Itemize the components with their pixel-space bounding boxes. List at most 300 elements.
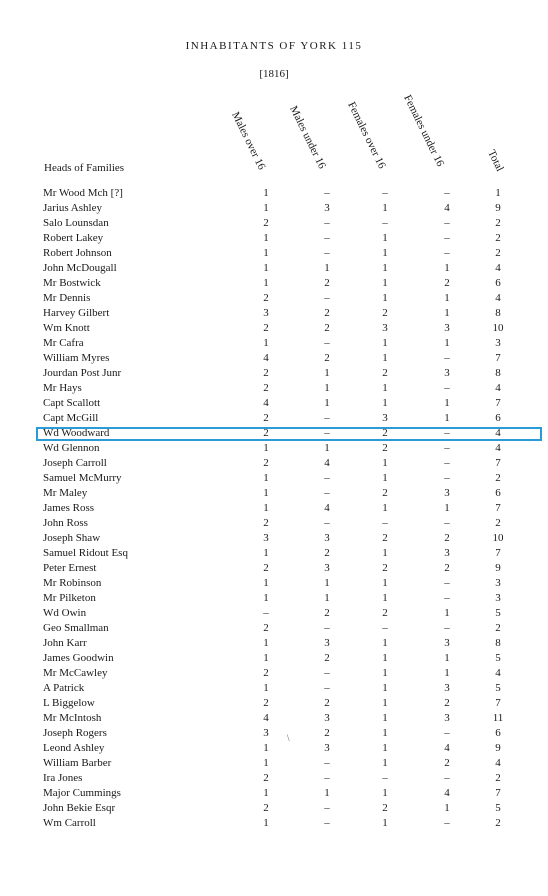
females-under-value: – xyxy=(444,622,450,634)
females-under-value: 2 xyxy=(444,757,450,769)
females-under-value: – xyxy=(444,577,450,589)
males-under-value: – xyxy=(324,817,330,829)
family-name: Wd Owin xyxy=(43,607,87,619)
females-over-value: 1 xyxy=(382,697,388,709)
males-over-value: 2 xyxy=(263,517,269,529)
males-under-value: 3 xyxy=(324,562,330,574)
total-value: 7 xyxy=(495,787,501,799)
females-over-value: – xyxy=(382,622,388,634)
total-value: 6 xyxy=(495,277,501,289)
males-over-value: 2 xyxy=(263,292,269,304)
males-under-value: 2 xyxy=(324,352,330,364)
males-over-value: 3 xyxy=(263,307,269,319)
total-value: 11 xyxy=(492,712,504,724)
males-over-value: 1 xyxy=(263,232,269,244)
family-name: A Patrick xyxy=(43,682,85,694)
family-name: Jarius Ashley xyxy=(43,202,102,214)
males-under-value: 3 xyxy=(324,742,330,754)
table-row xyxy=(0,306,548,321)
family-name: Mr Dennis xyxy=(43,292,91,304)
males-under-value: 4 xyxy=(324,502,330,514)
row-highlight-box xyxy=(36,427,542,441)
males-over-value: 2 xyxy=(263,427,269,439)
females-over-value: 1 xyxy=(382,592,388,604)
table-row xyxy=(0,726,548,741)
females-under-value: 4 xyxy=(444,742,450,754)
females-under-value: 2 xyxy=(444,697,450,709)
table-row xyxy=(0,756,548,771)
males-over-value: 2 xyxy=(263,322,269,334)
males-over-value: 1 xyxy=(263,337,269,349)
females-over-value: 1 xyxy=(382,292,388,304)
total-value: 6 xyxy=(495,412,501,424)
table-row xyxy=(0,471,548,486)
total-value: 8 xyxy=(495,367,501,379)
females-under-value: – xyxy=(444,457,450,469)
males-under-value: 2 xyxy=(324,727,330,739)
total-value: 3 xyxy=(495,592,501,604)
family-name: Wm Knott xyxy=(43,322,90,334)
males-under-value: 2 xyxy=(324,607,330,619)
females-over-value: – xyxy=(382,187,388,199)
males-under-value: 1 xyxy=(324,787,330,799)
total-value: 2 xyxy=(495,622,501,634)
females-under-value: 1 xyxy=(444,502,450,514)
females-over-value: 2 xyxy=(382,442,388,454)
females-over-value: 1 xyxy=(382,637,388,649)
females-under-value: – xyxy=(444,382,450,394)
males-over-value: 2 xyxy=(263,772,269,784)
females-under-value: – xyxy=(444,772,450,784)
family-name: Mr Hays xyxy=(43,382,82,394)
family-name: Mr McIntosh xyxy=(43,712,102,724)
males-under-heading: Males under 16 xyxy=(287,104,329,171)
females-over-value: 2 xyxy=(382,307,388,319)
census-table xyxy=(0,186,548,831)
females-under-value: 3 xyxy=(444,682,450,694)
family-name: Joseph Rogers xyxy=(43,727,107,739)
females-under-value: 2 xyxy=(444,562,450,574)
females-over-value: 1 xyxy=(382,262,388,274)
total-value: 4 xyxy=(495,757,501,769)
total-value: 7 xyxy=(495,697,501,709)
males-over-heading: Males over 16 xyxy=(229,110,268,172)
total-value: 9 xyxy=(495,562,501,574)
total-value: 9 xyxy=(495,202,501,214)
total-value: 3 xyxy=(495,577,501,589)
family-name: Robert Johnson xyxy=(43,247,112,259)
males-under-value: 3 xyxy=(324,532,330,544)
males-over-value: 4 xyxy=(263,397,269,409)
males-under-value: – xyxy=(324,412,330,424)
males-over-value: 1 xyxy=(263,487,269,499)
total-value: 4 xyxy=(495,442,501,454)
males-under-value: – xyxy=(324,187,330,199)
males-over-value: 2 xyxy=(263,382,269,394)
females-over-value: 1 xyxy=(382,472,388,484)
males-over-value: 1 xyxy=(263,442,269,454)
family-name: Jourdan Post Junr xyxy=(43,367,122,379)
females-under-value: 3 xyxy=(444,367,450,379)
females-over-value: – xyxy=(382,772,388,784)
females-over-value: 2 xyxy=(382,367,388,379)
females-under-value: – xyxy=(444,727,450,739)
females-under-value: 3 xyxy=(444,637,450,649)
table-row xyxy=(0,501,548,516)
table-row xyxy=(0,681,548,696)
table-row xyxy=(0,441,548,456)
males-under-value: 4 xyxy=(324,457,330,469)
females-under-value: 3 xyxy=(444,547,450,559)
family-name: Wm Carroll xyxy=(43,817,96,829)
total-value: 2 xyxy=(495,772,501,784)
table-row xyxy=(0,276,548,291)
table-row xyxy=(0,696,548,711)
family-name: Samuel Ridout Esq xyxy=(43,547,128,559)
males-under-value: 1 xyxy=(324,592,330,604)
table-row xyxy=(0,666,548,681)
males-under-value: – xyxy=(324,472,330,484)
family-name: Mr Pilketon xyxy=(43,592,96,604)
females-over-value: 3 xyxy=(382,412,388,424)
females-under-value: – xyxy=(444,427,450,439)
family-name: Salo Lounsdan xyxy=(43,217,109,229)
males-over-value: 2 xyxy=(263,802,269,814)
females-over-value: 1 xyxy=(382,202,388,214)
table-row xyxy=(0,396,548,411)
table-row xyxy=(0,621,548,636)
total-value: 10 xyxy=(492,322,504,334)
females-over-value: 1 xyxy=(382,547,388,559)
males-under-value: – xyxy=(324,232,330,244)
total-heading: Total xyxy=(485,148,506,174)
family-name: Capt Scallott xyxy=(43,397,101,409)
total-value: 7 xyxy=(495,547,501,559)
females-over-value: 1 xyxy=(382,577,388,589)
females-over-value: 2 xyxy=(382,562,388,574)
females-over-value: 2 xyxy=(382,802,388,814)
females-over-value: 2 xyxy=(382,487,388,499)
table-row xyxy=(0,741,548,756)
males-under-value: 2 xyxy=(324,547,330,559)
females-over-value: 1 xyxy=(382,382,388,394)
males-over-value: 1 xyxy=(263,742,269,754)
males-under-value: 3 xyxy=(324,202,330,214)
females-over-value: 2 xyxy=(382,427,388,439)
females-under-value: 1 xyxy=(444,397,450,409)
total-value: 2 xyxy=(495,472,501,484)
males-over-value: 1 xyxy=(263,202,269,214)
females-under-value: – xyxy=(444,592,450,604)
females-over-value: 1 xyxy=(382,277,388,289)
females-under-value: 4 xyxy=(444,202,450,214)
males-under-value: – xyxy=(324,667,330,679)
family-name: Samuel McMurry xyxy=(43,472,122,484)
females-over-value: – xyxy=(382,517,388,529)
family-name: L Biggelow xyxy=(43,697,95,709)
table-row xyxy=(0,606,548,621)
males-over-value: 2 xyxy=(263,412,269,424)
table-row xyxy=(0,531,548,546)
table-row xyxy=(0,291,548,306)
females-over-value: 1 xyxy=(382,757,388,769)
females-under-value: 3 xyxy=(444,712,450,724)
females-under-value: 1 xyxy=(444,262,450,274)
header-title: INHABITANTS OF YORK xyxy=(185,40,338,52)
females-under-value: 3 xyxy=(444,322,450,334)
females-under-value: 1 xyxy=(444,412,450,424)
family-name: Mr Wood Mch [?] xyxy=(43,187,123,199)
males-over-value: 1 xyxy=(263,187,269,199)
family-name: Capt McGill xyxy=(43,412,99,424)
males-under-value: – xyxy=(324,292,330,304)
males-under-value: – xyxy=(324,622,330,634)
total-value: 6 xyxy=(495,487,501,499)
total-value: 2 xyxy=(495,517,501,529)
total-value: 5 xyxy=(495,682,501,694)
family-name: James Goodwin xyxy=(43,652,114,664)
males-over-value: 2 xyxy=(263,622,269,634)
table-row xyxy=(0,636,548,651)
females-under-value: – xyxy=(444,517,450,529)
males-under-value: – xyxy=(324,337,330,349)
family-name: Peter Ernest xyxy=(43,562,97,574)
females-over-value: 1 xyxy=(382,652,388,664)
females-under-value: – xyxy=(444,472,450,484)
females-under-value: 1 xyxy=(444,337,450,349)
table-row xyxy=(0,576,548,591)
females-over-value: 2 xyxy=(382,532,388,544)
males-under-value: 1 xyxy=(324,367,330,379)
males-over-value: 2 xyxy=(263,457,269,469)
males-over-value: 2 xyxy=(263,562,269,574)
females-over-value: 1 xyxy=(382,397,388,409)
table-row xyxy=(0,381,548,396)
family-name: Geo Smallman xyxy=(43,622,109,634)
table-row xyxy=(0,801,548,816)
family-name: Mr Cafra xyxy=(43,337,84,349)
females-under-value: 2 xyxy=(444,277,450,289)
table-row xyxy=(0,351,548,366)
family-name: Robert Lakey xyxy=(43,232,104,244)
males-under-value: 1 xyxy=(324,442,330,454)
total-value: 8 xyxy=(495,637,501,649)
males-under-value: – xyxy=(324,517,330,529)
males-over-value: 2 xyxy=(263,217,269,229)
males-over-value: 1 xyxy=(263,502,269,514)
females-under-value: – xyxy=(444,352,450,364)
males-over-value: 1 xyxy=(263,757,269,769)
total-value: 4 xyxy=(495,427,501,439)
family-name: Mr Bostwick xyxy=(43,277,101,289)
table-row xyxy=(0,711,548,726)
table-row xyxy=(0,231,548,246)
males-over-value: – xyxy=(263,607,269,619)
males-under-value: 2 xyxy=(324,322,330,334)
females-under-value: 3 xyxy=(444,487,450,499)
family-name: Harvey Gilbert xyxy=(43,307,110,319)
females-over-value: 1 xyxy=(382,682,388,694)
males-under-value: 2 xyxy=(324,307,330,319)
females-under-value: 1 xyxy=(444,652,450,664)
males-under-value: 1 xyxy=(324,397,330,409)
females-over-value: 1 xyxy=(382,667,388,679)
males-over-value: 1 xyxy=(263,247,269,259)
females-under-value: 4 xyxy=(444,787,450,799)
total-value: 2 xyxy=(495,232,501,244)
females-under-value: – xyxy=(444,442,450,454)
females-over-value: 1 xyxy=(382,727,388,739)
males-over-value: 1 xyxy=(263,472,269,484)
males-under-value: – xyxy=(324,487,330,499)
females-under-value: – xyxy=(444,187,450,199)
females-over-value: 1 xyxy=(382,352,388,364)
family-name: Leond Ashley xyxy=(43,742,105,754)
table-row xyxy=(0,216,548,231)
males-over-value: 2 xyxy=(263,667,269,679)
total-value: 9 xyxy=(495,742,501,754)
family-name: John Karr xyxy=(43,637,87,649)
males-under-value: 2 xyxy=(324,652,330,664)
family-name: Major Cummings xyxy=(43,787,121,799)
total-value: 5 xyxy=(495,652,501,664)
males-under-value: – xyxy=(324,757,330,769)
page-year: [1816] xyxy=(259,68,289,80)
table-row xyxy=(0,816,548,831)
family-name: Joseph Shaw xyxy=(43,532,101,544)
males-over-value: 1 xyxy=(263,592,269,604)
table-row xyxy=(0,321,548,336)
females-over-value: 1 xyxy=(382,712,388,724)
table-row xyxy=(0,771,548,786)
family-name: Mr Robinson xyxy=(43,577,102,589)
females-over-value: 1 xyxy=(382,232,388,244)
family-name: Ira Jones xyxy=(43,772,83,784)
males-over-value: 1 xyxy=(263,262,269,274)
page-number: 115 xyxy=(341,40,363,52)
family-name: Mr McCawley xyxy=(43,667,108,679)
males-under-value: – xyxy=(324,682,330,694)
total-value: 8 xyxy=(495,307,501,319)
table-row xyxy=(0,201,548,216)
table-row xyxy=(0,411,548,426)
males-over-value: 1 xyxy=(263,277,269,289)
family-name: John Bekie Esqr xyxy=(43,802,116,814)
males-under-value: 2 xyxy=(324,697,330,709)
total-value: 5 xyxy=(495,802,501,814)
females-under-value: 1 xyxy=(444,667,450,679)
males-over-value: 1 xyxy=(263,787,269,799)
males-under-value: 2 xyxy=(324,277,330,289)
table-row xyxy=(0,366,548,381)
total-value: 7 xyxy=(495,397,501,409)
heads-of-families-heading: Heads of Families xyxy=(44,162,125,174)
males-over-value: 1 xyxy=(263,637,269,649)
family-name: Mr Maley xyxy=(43,487,88,499)
total-value: 7 xyxy=(495,352,501,364)
females-under-value: – xyxy=(444,247,450,259)
females-under-heading: Females under 16 xyxy=(401,93,447,169)
table-row xyxy=(0,246,548,261)
males-over-value: 1 xyxy=(263,817,269,829)
females-under-value: 1 xyxy=(444,802,450,814)
family-name: John Ross xyxy=(43,517,88,529)
family-name: William Barber xyxy=(43,757,112,769)
total-value: 7 xyxy=(495,502,501,514)
males-under-value: – xyxy=(324,427,330,439)
total-value: 6 xyxy=(495,727,501,739)
males-over-value: 4 xyxy=(263,712,269,724)
table-row xyxy=(0,486,548,501)
total-value: 10 xyxy=(492,532,504,544)
males-under-value: 1 xyxy=(324,262,330,274)
males-over-value: 3 xyxy=(263,532,269,544)
females-under-value: 1 xyxy=(444,292,450,304)
males-over-value: 1 xyxy=(263,682,269,694)
table-row xyxy=(0,456,548,471)
total-value: 3 xyxy=(495,337,501,349)
females-over-value: 3 xyxy=(382,322,388,334)
total-value: 4 xyxy=(495,667,501,679)
males-over-value: 1 xyxy=(263,652,269,664)
table-row xyxy=(0,651,548,666)
females-under-value: 2 xyxy=(444,532,450,544)
females-under-value: – xyxy=(444,232,450,244)
males-under-value: – xyxy=(324,217,330,229)
females-over-value: 1 xyxy=(382,247,388,259)
males-under-value: 3 xyxy=(324,712,330,724)
females-over-heading: Females over 16 xyxy=(345,100,388,171)
table-row xyxy=(0,516,548,531)
table-row xyxy=(0,186,548,201)
total-value: 4 xyxy=(495,292,501,304)
table-row xyxy=(0,786,548,801)
females-over-value: 1 xyxy=(382,742,388,754)
females-under-value: 1 xyxy=(444,607,450,619)
total-value: 1 xyxy=(495,187,501,199)
family-name: Wd Woodward xyxy=(43,427,110,439)
males-under-value: – xyxy=(324,247,330,259)
table-row xyxy=(0,561,548,576)
females-under-value: 1 xyxy=(444,307,450,319)
females-over-value: 1 xyxy=(382,787,388,799)
females-under-value: – xyxy=(444,217,450,229)
table-row xyxy=(0,591,548,606)
running-header xyxy=(0,40,548,52)
total-value: 5 xyxy=(495,607,501,619)
family-name: Joseph Carroll xyxy=(43,457,107,469)
males-over-value: 1 xyxy=(263,547,269,559)
females-over-value: – xyxy=(382,217,388,229)
males-under-value: 1 xyxy=(324,577,330,589)
family-name: John McDougall xyxy=(43,262,117,274)
table-row xyxy=(0,261,548,276)
table-row xyxy=(0,546,548,561)
males-under-value: 1 xyxy=(324,382,330,394)
males-over-value: 2 xyxy=(263,367,269,379)
males-under-value: – xyxy=(324,802,330,814)
males-over-value: 4 xyxy=(263,352,269,364)
females-under-value: – xyxy=(444,817,450,829)
family-name: James Ross xyxy=(43,502,95,514)
total-value: 4 xyxy=(495,382,501,394)
females-over-value: 1 xyxy=(382,817,388,829)
total-value: 7 xyxy=(495,457,501,469)
total-value: 2 xyxy=(495,247,501,259)
total-value: 2 xyxy=(495,217,501,229)
family-name: William Myres xyxy=(43,352,110,364)
males-over-value: 2 xyxy=(263,697,269,709)
